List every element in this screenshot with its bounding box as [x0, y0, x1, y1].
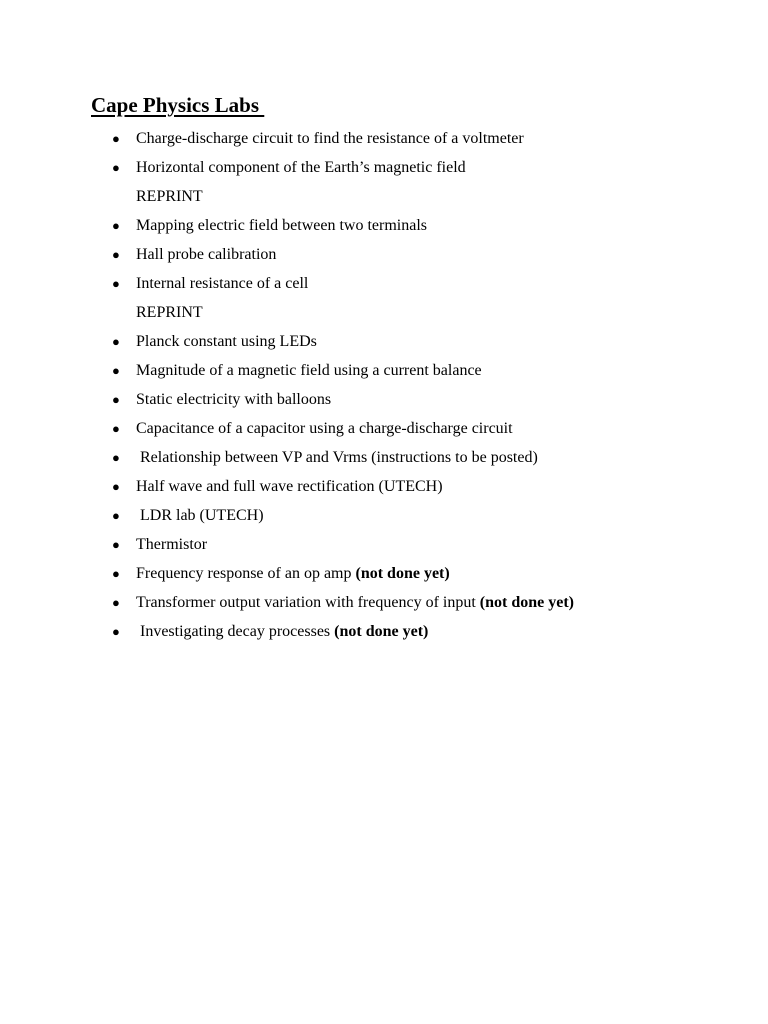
list-item	[0, 356, 768, 385]
bullet-icon: ●	[112, 508, 120, 523]
list-item	[0, 414, 768, 443]
bullet-icon: ●	[112, 566, 120, 581]
list-item	[0, 530, 768, 559]
list-item-text	[136, 211, 427, 240]
list-item-text	[136, 617, 428, 646]
item-label: Thermistor	[136, 536, 208, 553]
item-label: REPRINT	[136, 188, 203, 205]
bullet-icon: ●	[112, 131, 120, 146]
bullet-icon: ●	[112, 479, 120, 494]
list-item-text	[136, 501, 264, 530]
item-label: Capacitance of a capacitor using a charge-discharge circuit	[136, 420, 513, 437]
bullet-icon: ●	[112, 218, 120, 233]
item-label: Investigating decay processes	[140, 623, 335, 640]
list-item-text	[136, 356, 482, 385]
list-item	[0, 472, 768, 501]
item-label: Planck constant using LEDs	[136, 333, 317, 350]
bullet-icon: ●	[112, 421, 120, 436]
list-item-text	[136, 153, 466, 182]
list-item-text	[136, 530, 207, 559]
list-item-text	[136, 588, 574, 617]
bullet-icon: ●	[112, 537, 120, 552]
item-label: Magnitude of a magnetic field using a current balance	[136, 362, 482, 379]
item-label: Transformer output variation with frequency of input	[136, 594, 480, 611]
status-note: (not done yet)	[355, 565, 450, 582]
item-label: Relationship between VP and Vrms (instructions to be posted)	[140, 449, 538, 466]
bullet-icon: ●	[112, 363, 120, 378]
item-label: Half wave and full wave rectification (UTECH)	[136, 478, 443, 495]
list-item	[0, 559, 768, 588]
list-item	[0, 124, 768, 153]
list-item	[0, 617, 768, 646]
list-item-text	[136, 443, 538, 472]
bullet-icon: ●	[112, 160, 120, 175]
list-item-text	[136, 559, 450, 588]
list-item-text	[136, 472, 443, 501]
reprint-note	[136, 298, 203, 327]
bullet-icon: ●	[112, 334, 120, 349]
item-label: Internal resistance of a cell	[136, 275, 309, 292]
bullet-icon: ●	[112, 247, 120, 262]
item-label: Hall probe calibration	[136, 246, 277, 263]
list-item	[0, 211, 768, 240]
list-item	[0, 269, 768, 298]
bullet-icon: ●	[112, 450, 120, 465]
list-item-text	[136, 240, 276, 269]
reprint-note	[136, 182, 203, 211]
list-item	[0, 153, 768, 182]
item-label: LDR lab (UTECH)	[140, 507, 264, 524]
item-label: Charge-discharge circuit to find the resistance of a voltmeter	[136, 130, 524, 147]
list-item	[0, 501, 768, 530]
list-item	[0, 385, 768, 414]
item-label: Horizontal component of the Earth’s magnetic field	[136, 159, 466, 176]
item-label: Static electricity with balloons	[136, 391, 332, 408]
list-item-text	[136, 124, 524, 153]
list-item	[0, 443, 768, 472]
item-label: REPRINT	[136, 304, 203, 321]
note-line	[0, 298, 768, 327]
note-line	[0, 182, 768, 211]
list-item-text	[136, 385, 331, 414]
list-item-text	[136, 327, 317, 356]
list-item	[0, 588, 768, 617]
list-item	[0, 327, 768, 356]
list-item-text	[136, 269, 308, 298]
page-title: Cape Physics Labs	[91, 93, 265, 117]
bullet-icon: ●	[112, 276, 120, 291]
item-label: Mapping electric field between two terminals	[136, 217, 428, 234]
list-item	[0, 240, 768, 269]
bullet-icon: ●	[112, 624, 120, 639]
status-note: (not done yet)	[334, 623, 429, 640]
list-item-text	[136, 414, 513, 443]
status-note: (not done yet)	[479, 594, 574, 611]
bullet-icon: ●	[112, 595, 120, 610]
item-label: Frequency response of an op amp	[136, 565, 356, 582]
lab-list	[0, 124, 768, 646]
bullet-icon: ●	[112, 392, 120, 407]
